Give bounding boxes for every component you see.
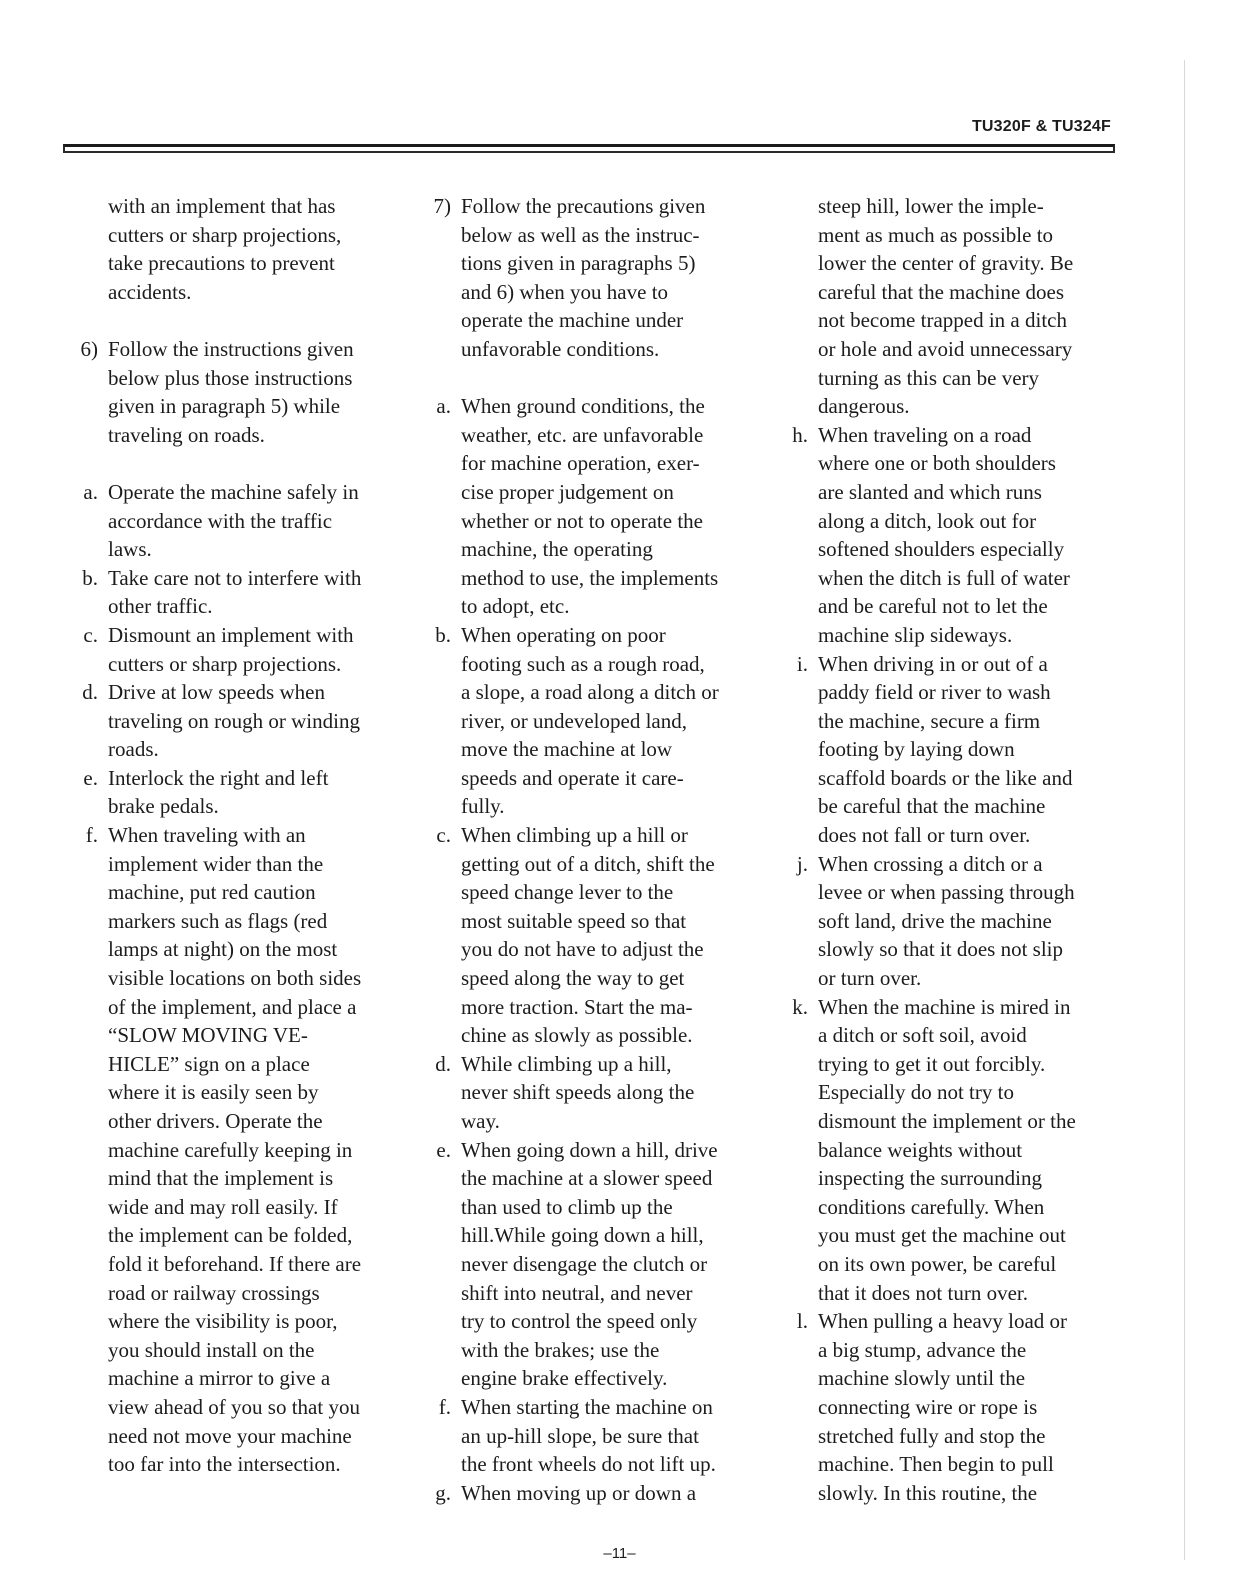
list-item-c: [425, 821, 775, 1050]
list-marker: f.: [85, 823, 98, 848]
list-item-h: [782, 421, 1127, 650]
list-item-text: When traveling on a road where one or both shoulders are slanted and which runs along a ditch, look out for softened shoulders especially when the ditch is full of water and be careful not to let the machine slip sideways.: [818, 422, 1070, 647]
list-marker: e.: [436, 1137, 451, 1162]
spacer: [425, 364, 775, 393]
list-item-text: When going down a hill, drive the machine at a slower speed than used to climb up the hill.While going down a hill, never disengage the clutch or shift into neutral, and never try to control the speed only with the brakes; use the engine brake effectively.: [461, 1137, 718, 1391]
list-item-7: [425, 192, 775, 364]
list-item-j: [782, 850, 1127, 993]
list-item-text: When the machine is mired in a ditch or soft soil, avoid trying to get it out forcibly. Especially do not try to dismount the implement or the balance weights without inspecting the surrounding conditions carefully. When you must get the machine out on its own power, be careful that it does not turn over.: [818, 994, 1076, 1305]
column-3: [782, 192, 1127, 1507]
column-2: [425, 192, 775, 1507]
list-item-d: [425, 1050, 775, 1136]
list-marker: c.: [436, 823, 451, 848]
list-item-a: [425, 392, 775, 621]
column-1: [72, 192, 412, 1479]
list-marker: b.: [82, 565, 98, 590]
list-marker: k.: [792, 994, 808, 1019]
list-item-text: When operating on poor footing such as a rough road, a slope, a road along a ditch or river, or undeveloped land, move the machine at low speeds and operate it care- fully.: [461, 622, 719, 819]
document-header-title: TU320F & TU324F: [971, 118, 1111, 135]
list-item-a: [72, 478, 412, 564]
paragraph-text: steep hill, lower the imple- ment as much as possible to lower the center of gravity. Be careful that the machine does not become trapped in a ditch or hole and avoid unnecessary turning as this can be very dangerous.: [818, 194, 1074, 419]
list-item-text: Drive at low speeds when traveling on rough or winding roads.: [108, 680, 360, 762]
list-marker: j.: [796, 851, 808, 876]
list-item-text: Follow the instructions given below plus those instructions given in paragraph 5) while traveling on roads.: [108, 336, 354, 447]
list-item-e: [72, 764, 412, 821]
list-marker: l.: [796, 1309, 808, 1334]
list-marker: e.: [83, 765, 98, 790]
list-item-d: [72, 678, 412, 764]
list-item-6: [72, 335, 412, 449]
list-item-text: While climbing up a hill, never shift speeds along the way.: [461, 1051, 695, 1133]
list-item-l: [782, 1307, 1127, 1507]
list-item-i: [782, 650, 1127, 850]
list-marker: h.: [792, 422, 808, 447]
list-marker: a.: [436, 394, 451, 419]
list-marker: 6): [80, 336, 98, 361]
list-item-text: When driving in or out of a paddy field or river to wash the machine, secure a firm footing by laying down scaffold boards or the like and be careful that the machine does not fall or turn over.: [818, 651, 1073, 848]
list-marker: d.: [82, 680, 98, 705]
list-marker: g.: [435, 1480, 451, 1505]
list-item-e: [425, 1136, 775, 1393]
continued-text: [72, 192, 412, 306]
list-item-text: Dismount an implement with cutters or sharp projections.: [108, 622, 354, 676]
list-marker: f.: [438, 1394, 451, 1419]
list-item-text: When ground conditions, the weather, etc. are unfavorable for machine operation, exer- cise proper judgement on whether or not to operate the machine, the operating method to use, the implements to adopt, etc.: [461, 394, 719, 619]
list-item-k: [782, 993, 1127, 1308]
header-rule: [63, 144, 1115, 153]
list-marker: c.: [83, 622, 98, 647]
paragraph-text: with an implement that has cutters or sharp projections, take precautions to prevent accidents.: [108, 194, 342, 304]
list-marker: i.: [796, 651, 808, 676]
list-item-text: Follow the precautions given below as well as the instruc- tions given in paragraphs 5) and 6) when you have to operate the machine under unfavorable conditions.: [461, 194, 706, 361]
list-item-text: Interlock the right and left brake pedals.: [108, 765, 329, 819]
list-item-f: [425, 1393, 775, 1479]
list-item-text: Operate the machine safely in accordance with the traffic laws.: [108, 479, 359, 562]
page-number: –11–: [603, 1545, 636, 1562]
list-marker: b.: [435, 622, 451, 647]
list-item-text: Take care not to interfere with other traffic.: [108, 565, 362, 619]
list-item-text: When traveling with an implement wider than the machine, put red caution markers such as flags (red lamps at night) on the most visible locations on both sides of the implement, and place a “SLOW MOVING VE- HICLE” sign on a place where it is easily seen by other drivers. Operate the machine carefully keeping in mind that the implement is wide and may roll easily. If the implement can be folded, fold it beforehand. If there are road or railway crossings where the visibility is poor, you should install on the machine a mirror to give a view ahead of you so that you need not move your machine too far into the intersection.: [108, 823, 362, 1477]
list-item-c: [72, 621, 412, 678]
list-marker: d.: [435, 1051, 451, 1076]
spacer: [72, 449, 412, 478]
list-item-b: [72, 564, 412, 621]
list-item-text: When moving up or down a: [461, 1480, 697, 1505]
list-item-text: When crossing a ditch or a levee or when passing through soft land, drive the machine slowly so that it does not slip or turn over.: [818, 851, 1075, 991]
list-item-text: When pulling a heavy load or a big stump, advance the machine slowly until the connecting wire or rope is stretched fully and stop the machine. Then begin to pull slowly. In this routine, the: [818, 1309, 1068, 1505]
list-item-text: When starting the machine on an up-hill slope, be sure that the front wheels do not lift up.: [461, 1394, 716, 1477]
list-marker: 7): [433, 194, 451, 218]
continued-text: [782, 192, 1127, 421]
spacer: [72, 306, 412, 335]
list-item-text: When climbing up a hill or getting out of a ditch, shift the speed change lever to the most suitable speed so that you do not have to adjust the speed along the way to get more traction. Start the ma- chine as slowly as possible.: [461, 823, 715, 1048]
list-item-b: [425, 621, 775, 821]
scan-edge-line: [1184, 60, 1185, 1560]
list-item-g: [425, 1479, 775, 1508]
list-item-f: [72, 821, 412, 1479]
list-marker: a.: [83, 479, 98, 504]
